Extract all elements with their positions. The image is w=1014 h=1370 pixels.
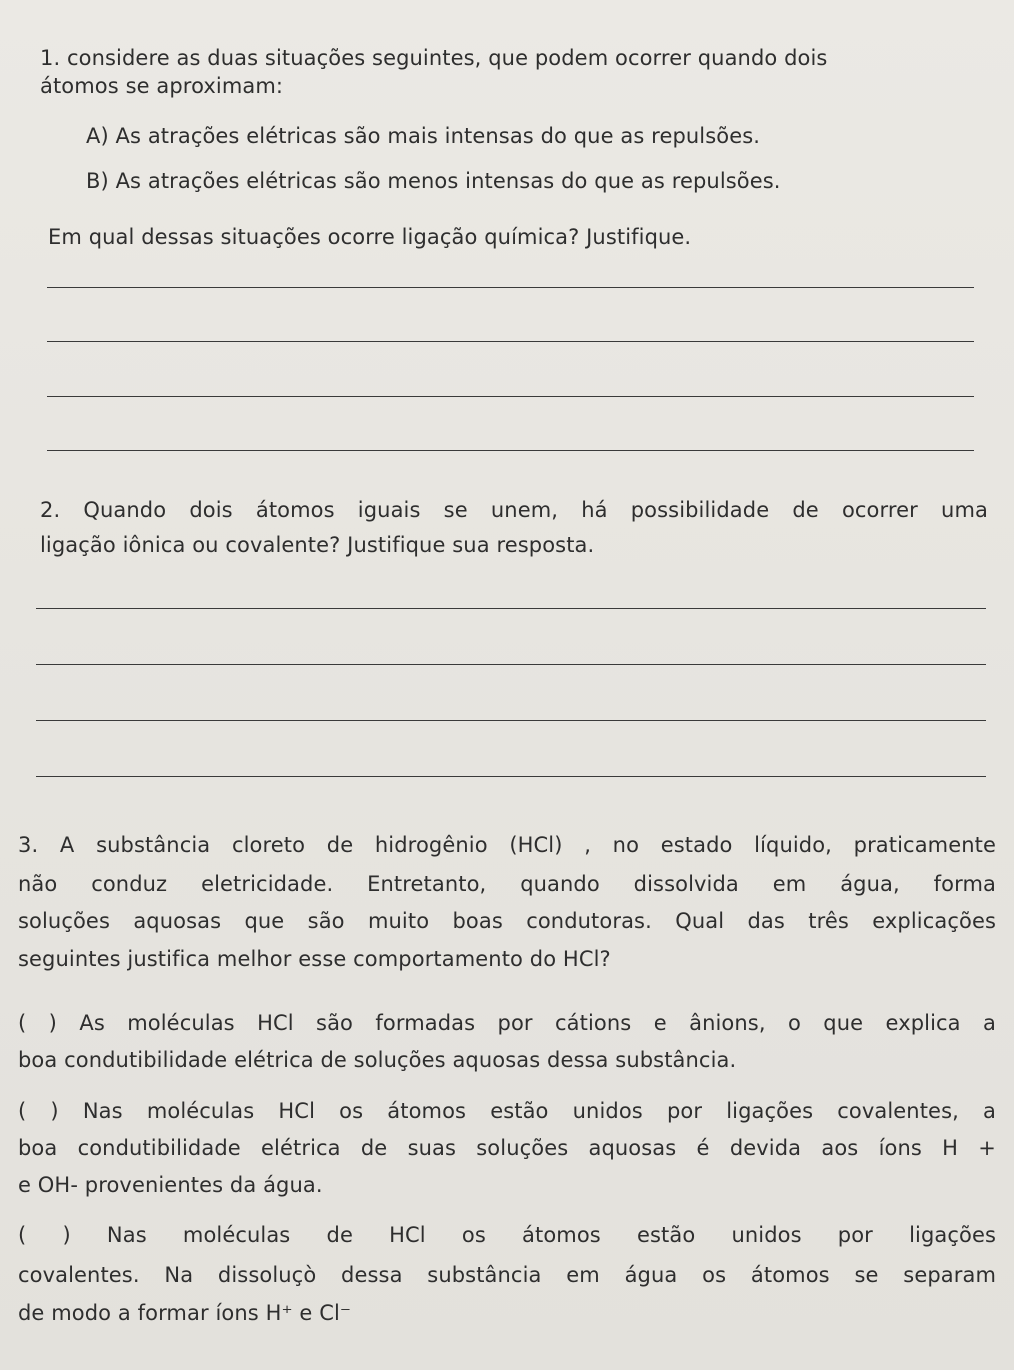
q3-choice-3-line-1[interactable]: ( ) Nas moléculas de HCl os átomos estão unidos por ligações [18, 1223, 996, 1247]
q1-line-1: 1. considere as duas situações seguintes, que podem ocorrer quando dois [40, 46, 828, 70]
q1-answer-line-2[interactable] [47, 341, 974, 342]
q3-choice-3-line-3: de modo a formar íons H⁺ e Cl⁻ [18, 1301, 352, 1325]
q1-answer-line-4[interactable] [47, 450, 974, 451]
q1-answer-line-3[interactable] [47, 396, 974, 397]
q3-choice-2-line-2: boa condutibilidade elétrica de suas soluções aquosas é devida aos íons H + [18, 1136, 996, 1160]
q2-line-1: 2. Quando dois átomos iguais se unem, há possibilidade de ocorrer uma [40, 498, 988, 522]
q1-answer-line-1[interactable] [47, 287, 974, 288]
q1-prompt: Em qual dessas situações ocorre ligação química? Justifique. [48, 225, 692, 249]
q2-answer-line-1[interactable] [36, 608, 986, 609]
q2-answer-line-2[interactable] [36, 664, 986, 665]
q2-answer-line-3[interactable] [36, 720, 986, 721]
q3-choice-3-line-2: covalentes. Na dissoluçò dessa substância em água os átomos se separam [18, 1263, 996, 1287]
q1-option-b: B) As atrações elétricas são menos intensas do que as repulsões. [86, 169, 781, 193]
q1-line-2: átomos se aproximam: [40, 74, 284, 98]
q2-answer-line-4[interactable] [36, 776, 986, 777]
q3-line-1: 3. A substância cloreto de hidrogênio (HCl) , no estado líquido, praticamente [18, 833, 996, 857]
q3-choice-1-line-1[interactable]: ( ) As moléculas HCl são formadas por cátions e ânions, o que explica a [18, 1011, 996, 1035]
q3-choice-2-line-3: e OH- provenientes da água. [18, 1173, 323, 1197]
q3-choice-1-line-2: boa condutibilidade elétrica de soluções aquosas dessa substância. [18, 1048, 737, 1072]
q3-line-3: soluções aquosas que são muito boas condutoras. Qual das três explicações [18, 909, 996, 933]
q3-choice-2-line-1[interactable]: ( ) Nas moléculas HCl os átomos estão unidos por ligações covalentes, a [18, 1099, 996, 1123]
q1-option-a: A) As atrações elétricas são mais intensas do que as repulsões. [86, 124, 761, 148]
q2-line-2: ligação iônica ou covalente? Justifique sua resposta. [40, 533, 595, 557]
q3-line-2: não conduz eletricidade. Entretanto, quando dissolvida em água, forma [18, 872, 996, 896]
q3-line-4: seguintes justifica melhor esse comportamento do HCl? [18, 947, 611, 971]
